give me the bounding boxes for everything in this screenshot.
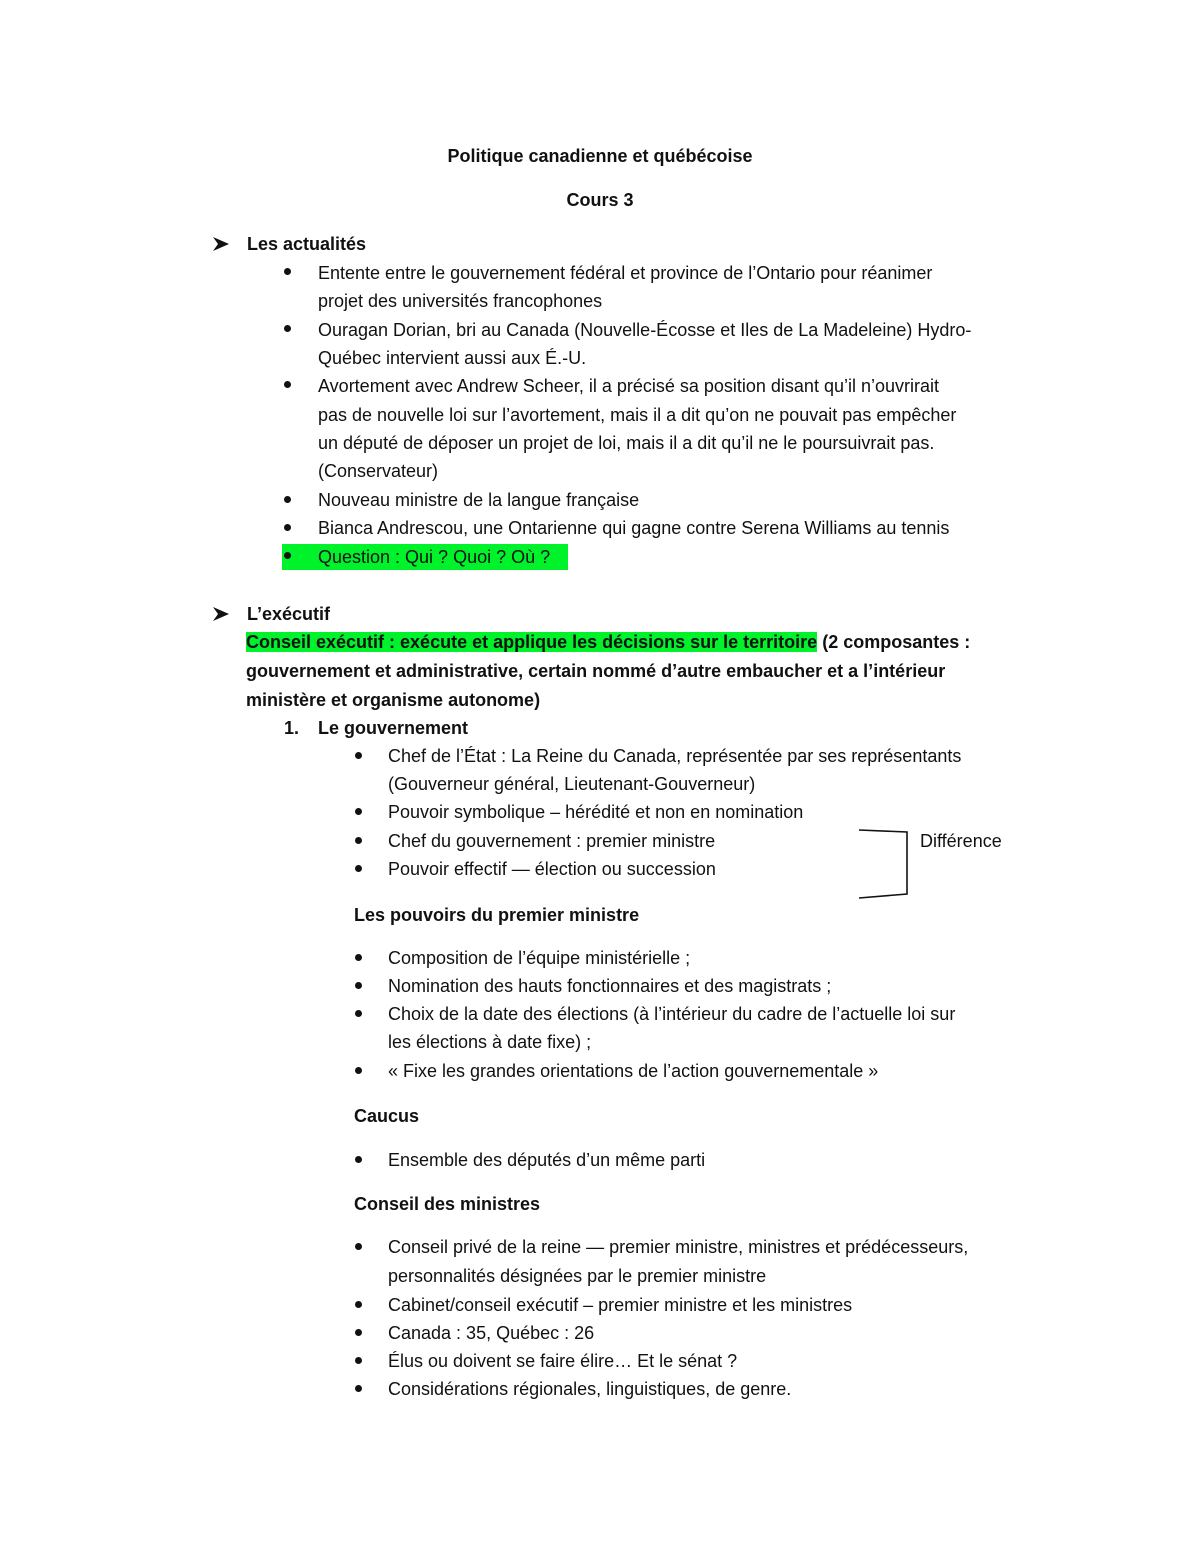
- page-subtitle: Cours 3: [566, 190, 634, 210]
- bullet-dot: [284, 552, 291, 559]
- list-item: (Gouverneur général, Lieutenant-Gouverneur): [388, 774, 756, 794]
- bullet-dot: [355, 1156, 362, 1163]
- page-title: Politique canadienne et québécoise: [447, 146, 753, 166]
- subheading-caucus: Caucus: [354, 1106, 420, 1126]
- definition-rest: (2 composantes :: [817, 632, 971, 652]
- list-item: Conseil privé de la reine — premier ministre, ministres et prédécesseurs,: [388, 1237, 969, 1257]
- list-item: projet des universités francophones: [318, 291, 603, 311]
- list-item: Chef de l’État : La Reine du Canada, représentée par ses représentants: [388, 746, 962, 766]
- section-heading-actualites: Les actualités: [247, 234, 367, 254]
- list-item: un député de déposer un projet de loi, mais il a dit qu’il ne le poursuivrait pas.: [318, 433, 935, 453]
- bracket-connector: [855, 826, 915, 902]
- list-item: les élections à date fixe) ;: [388, 1032, 592, 1052]
- list-item: (Conservateur): [318, 461, 439, 481]
- list-item: Pouvoir effectif — élection ou succession: [388, 859, 716, 879]
- bullet-dot: [284, 381, 291, 388]
- section-heading-executif: L’exécutif: [247, 604, 331, 624]
- bullet-dot: [355, 865, 362, 872]
- list-item: Chef du gouvernement : premier ministre: [388, 831, 716, 851]
- list-item: Pouvoir symbolique – hérédité et non en nomination: [388, 802, 804, 822]
- list-item: Nomination des hauts fonctionnaires et des magistrats ;: [388, 976, 832, 996]
- numbered-item-label: Le gouvernement: [318, 718, 469, 738]
- bullet-dot: [284, 524, 291, 531]
- bullet-dot: [355, 1010, 362, 1017]
- bullet-dot: [355, 808, 362, 815]
- list-item: Nouveau ministre de la langue française: [318, 490, 640, 510]
- bullet-dot: [355, 982, 362, 989]
- list-item-question: Question : Qui ? Quoi ? Où ?: [318, 547, 551, 567]
- list-item: Entente entre le gouvernement fédéral et province de l’Ontario pour réanimer: [318, 263, 933, 283]
- bullet-dot: [355, 1243, 362, 1250]
- list-item: Ouragan Dorian, bri au Canada (Nouvelle-Écosse et Iles de La Madeleine) Hydro-: [318, 320, 972, 340]
- definition-line-1: [246, 631, 970, 653]
- subheading-pm-powers: Les pouvoirs du premier ministre: [354, 905, 640, 925]
- bullet-dot: [284, 496, 291, 503]
- bracket-label: Différence: [920, 831, 1002, 851]
- definition-highlight: Conseil exécutif : exécute et applique les décisions sur le territoire: [246, 632, 818, 652]
- definition-line-2: gouvernement et administrative, certain nommé d’autre embaucher et a l’intérieur: [246, 661, 946, 681]
- bullet-dot: [355, 1385, 362, 1392]
- bullet-dot: [355, 954, 362, 961]
- definition-line-3: ministère et organisme autonome): [246, 690, 541, 710]
- list-item: Avortement avec Andrew Scheer, il a précisé sa position disant qu’il n’ouvrirait: [318, 376, 939, 396]
- list-item: Choix de la date des élections (à l’intérieur du cadre de l’actuelle loi sur: [388, 1004, 956, 1024]
- arrow-bullet-icon: [212, 606, 230, 622]
- list-item: Bianca Andrescou, une Ontarienne qui gagne contre Serena Williams au tennis: [318, 518, 950, 538]
- subheading-council: Conseil des ministres: [354, 1194, 541, 1214]
- list-item: « Fixe les grandes orientations de l’action gouvernementale »: [388, 1061, 879, 1081]
- list-item: Considérations régionales, linguistiques, de genre.: [388, 1379, 792, 1399]
- list-item: Canada : 35, Québec : 26: [388, 1323, 595, 1343]
- numbered-item-number: 1.: [284, 718, 300, 738]
- bullet-dot: [284, 268, 291, 275]
- list-item: Ensemble des députés d’un même parti: [388, 1150, 706, 1170]
- bullet-dot: [355, 1329, 362, 1336]
- bullet-dot: [355, 1301, 362, 1308]
- arrow-bullet-icon: [212, 236, 230, 252]
- list-item: pas de nouvelle loi sur l’avortement, mais il a dit qu’on ne pouvait pas empêcher: [318, 405, 957, 425]
- list-item: Composition de l’équipe ministérielle ;: [388, 948, 691, 968]
- list-item: Québec intervient aussi aux É.-U.: [318, 348, 587, 368]
- list-item: Élus ou doivent se faire élire… Et le sénat ?: [388, 1351, 738, 1371]
- bullet-dot: [284, 325, 291, 332]
- bullet-dot: [355, 1357, 362, 1364]
- bullet-dot: [355, 1067, 362, 1074]
- bullet-dot: [355, 752, 362, 759]
- bullet-dot: [355, 837, 362, 844]
- list-item: Cabinet/conseil exécutif – premier ministre et les ministres: [388, 1295, 853, 1315]
- list-item: personnalités désignées par le premier ministre: [388, 1266, 767, 1286]
